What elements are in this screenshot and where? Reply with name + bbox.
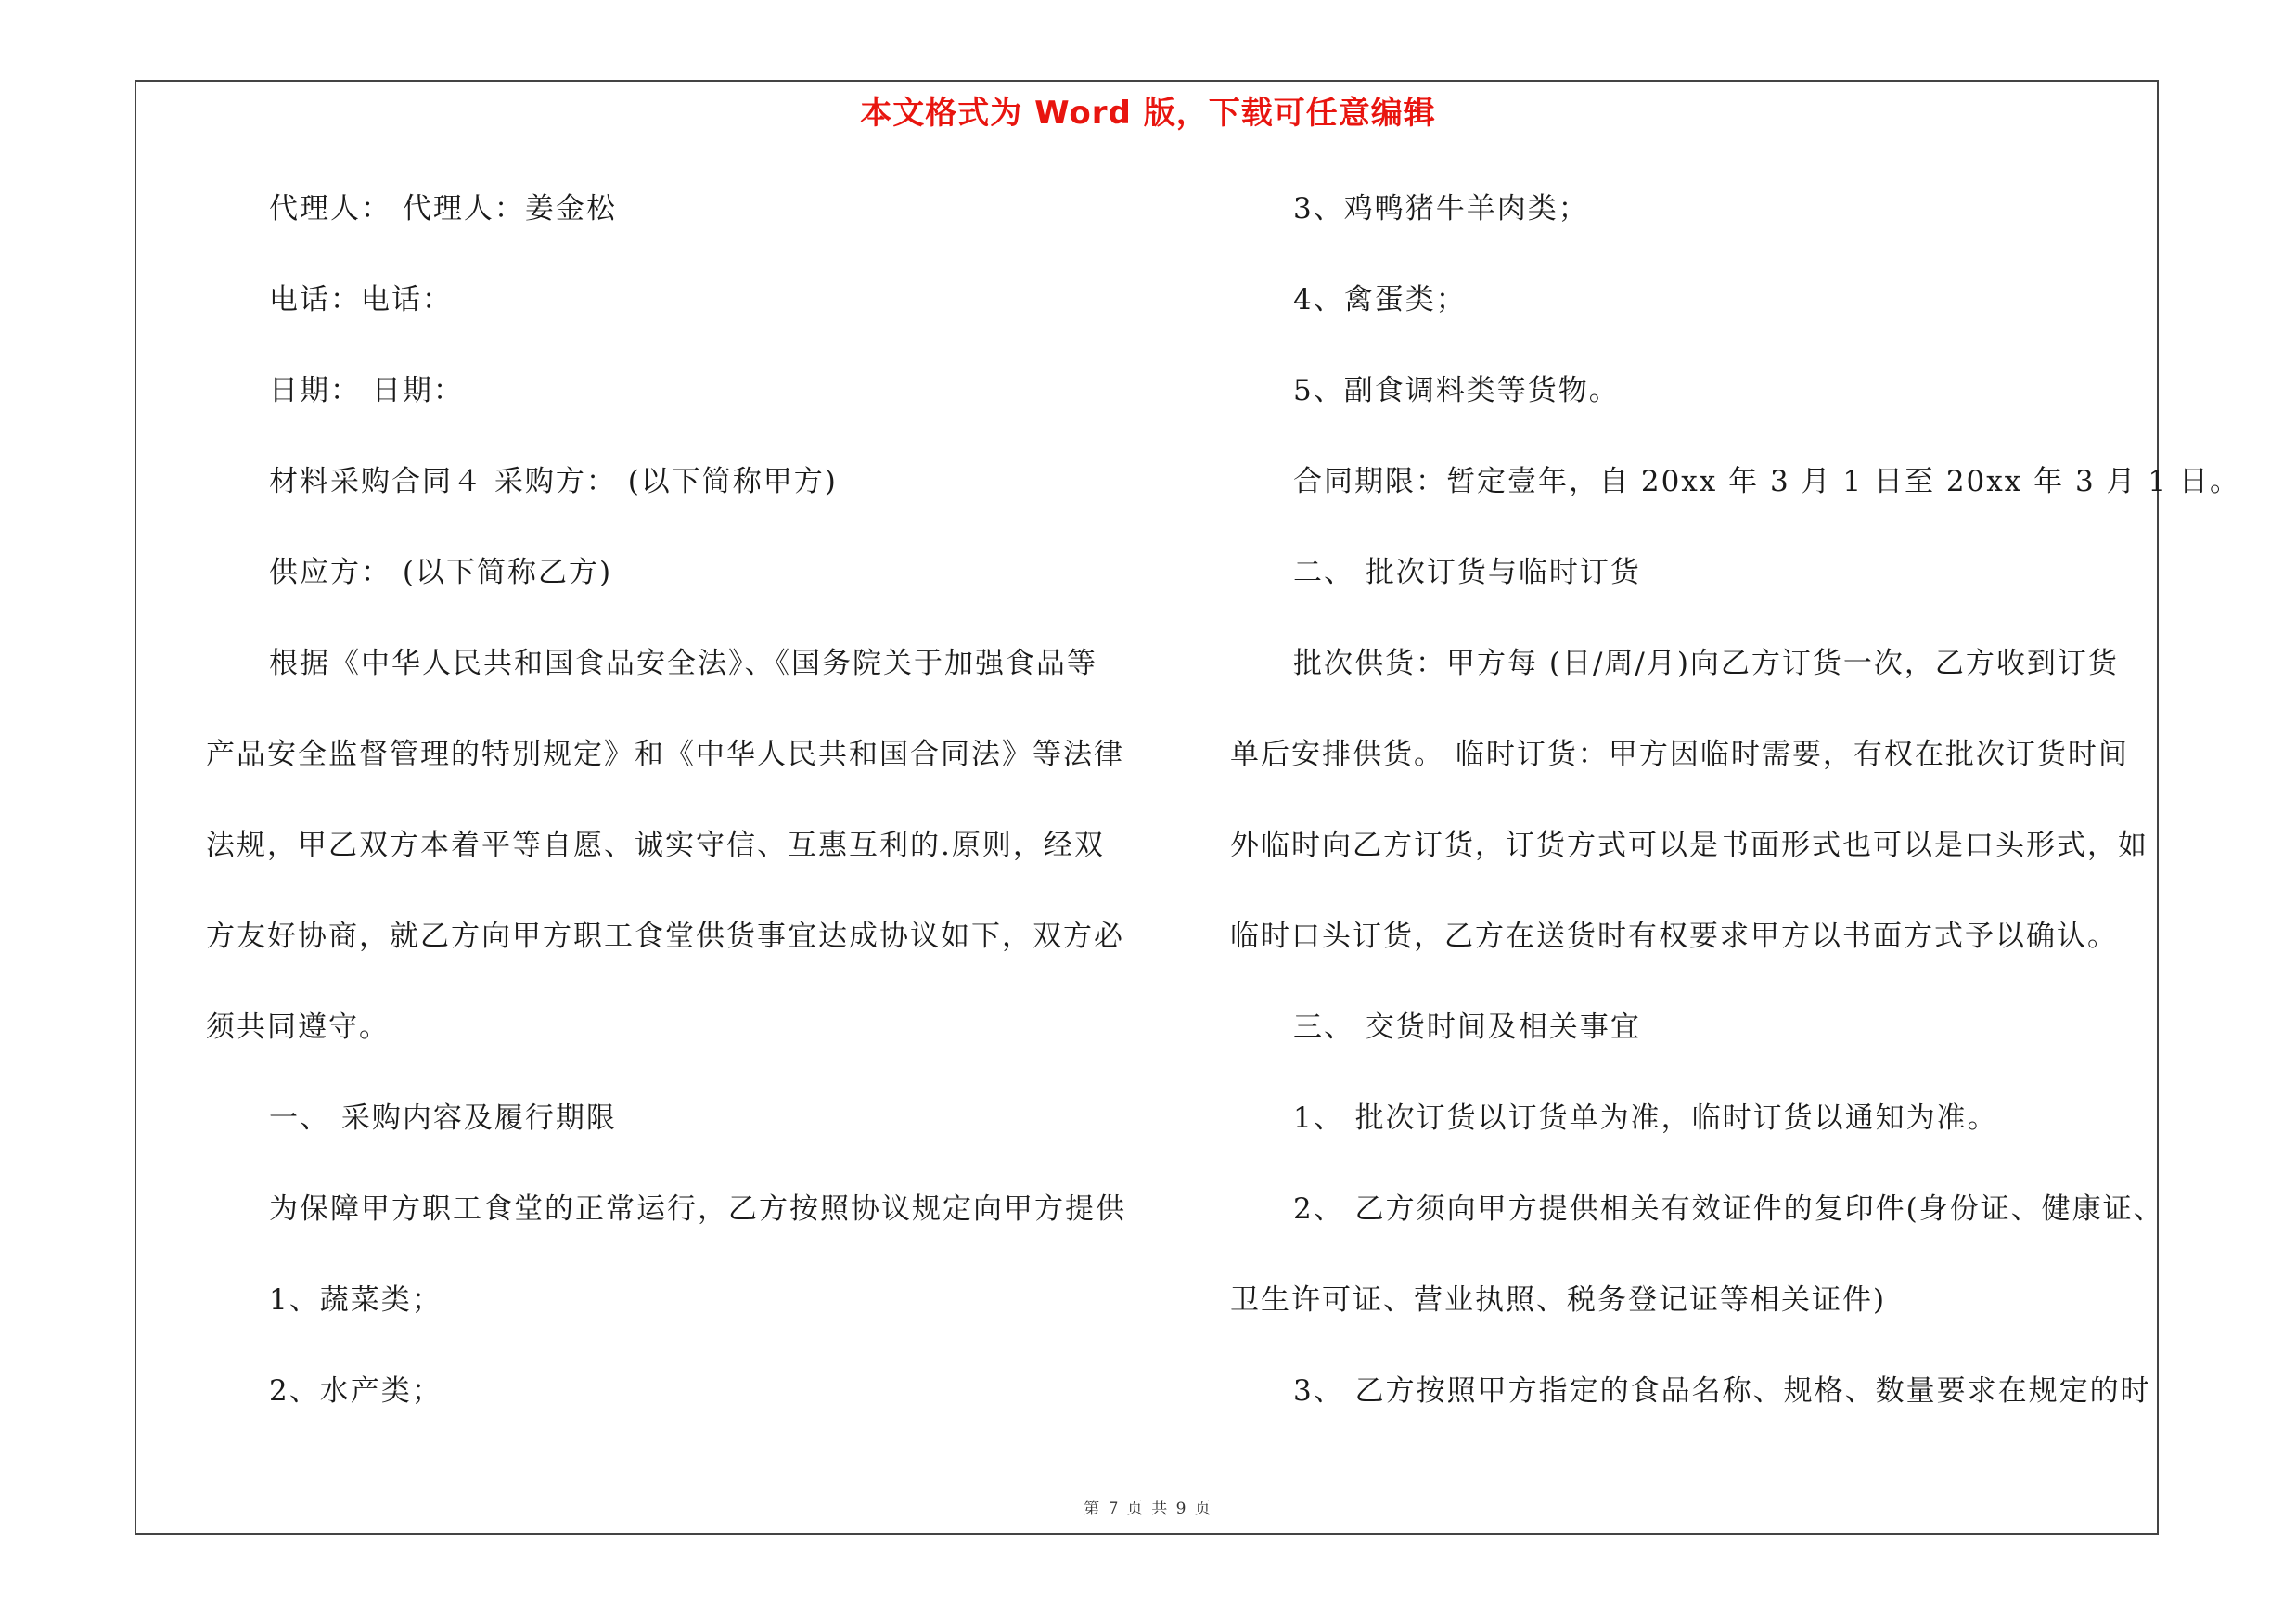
text-line: 方友好协商，就乙方向甲方职工食堂供货事宜达成协议如下，双方必	[206, 920, 1124, 953]
text-line: 1、蔬菜类；	[269, 1283, 443, 1317]
text-line: 批次供货：甲方每 (日/周/月)向乙方订货一次，乙方收到订货	[1293, 647, 2119, 680]
format-banner: 本文格式为 Word 版，下载可任意编辑	[860, 95, 1436, 132]
text-line: 4、禽蛋类；	[1293, 283, 1467, 316]
text-line: 法规，甲乙双方本着平等自愿、诚实守信、互惠互利的.原则，经双	[206, 829, 1105, 862]
text-line: 临时口头订货，乙方在送货时有权要求甲方以书面方式予以确认。	[1230, 920, 2118, 953]
text-line: 1、 批次订货以订货单为准，临时订货以通知为准。	[1293, 1101, 1998, 1135]
text-line: 根据《中华人民共和国食品安全法》、《国务院关于加强食品等	[269, 647, 1097, 680]
text-line: 代理人： 代理人：姜金松	[269, 192, 617, 225]
text-line: 卫生许可证、营业执照、税务登记证等相关证件)	[1230, 1283, 1887, 1317]
text-line: 材料采购合同４ 采购方： (以下简称甲方)	[269, 465, 838, 498]
text-line: 须共同遵守。	[206, 1011, 390, 1044]
text-line: 单后安排供货。 临时订货：甲方因临时需要，有权在批次订货时间	[1230, 738, 2129, 771]
text-line: 一、 采购内容及履行期限	[269, 1101, 617, 1135]
text-line: 产品安全监督管理的特别规定》和《中华人民共和国合同法》等法律	[206, 738, 1124, 771]
text-line: 2、 乙方须向甲方提供相关有效证件的复印件(身份证、健康证、	[1293, 1192, 2164, 1226]
text-line: 电话：电话：	[269, 283, 453, 316]
text-line: 合同期限：暂定壹年，自 20xx 年 3 月 1 日至 20xx 年 3 月 1 日。	[1293, 465, 2240, 498]
text-line: 5、副食调料类等货物。	[1293, 374, 1620, 407]
text-line: 3、鸡鸭猪牛羊肉类；	[1293, 192, 1589, 225]
text-line: 日期： 日期：	[269, 374, 464, 407]
text-line: 二、 批次订货与临时订货	[1293, 556, 1641, 589]
text-line: 三、 交货时间及相关事宜	[1293, 1011, 1641, 1044]
text-line: 2、水产类；	[269, 1374, 443, 1408]
text-line: 外临时向乙方订货，订货方式可以是书面形式也可以是口头形式，如	[1230, 829, 2148, 862]
text-line: 供应方： (以下简称乙方)	[269, 556, 613, 589]
text-line: 3、 乙方按照甲方指定的食品名称、规格、数量要求在规定的时	[1293, 1374, 2151, 1408]
page-number-footer: 第 7 页 共 9 页	[1084, 1500, 1212, 1518]
text-line: 为保障甲方职工食堂的正常运行，乙方按照协议规定向甲方提供	[269, 1192, 1126, 1226]
